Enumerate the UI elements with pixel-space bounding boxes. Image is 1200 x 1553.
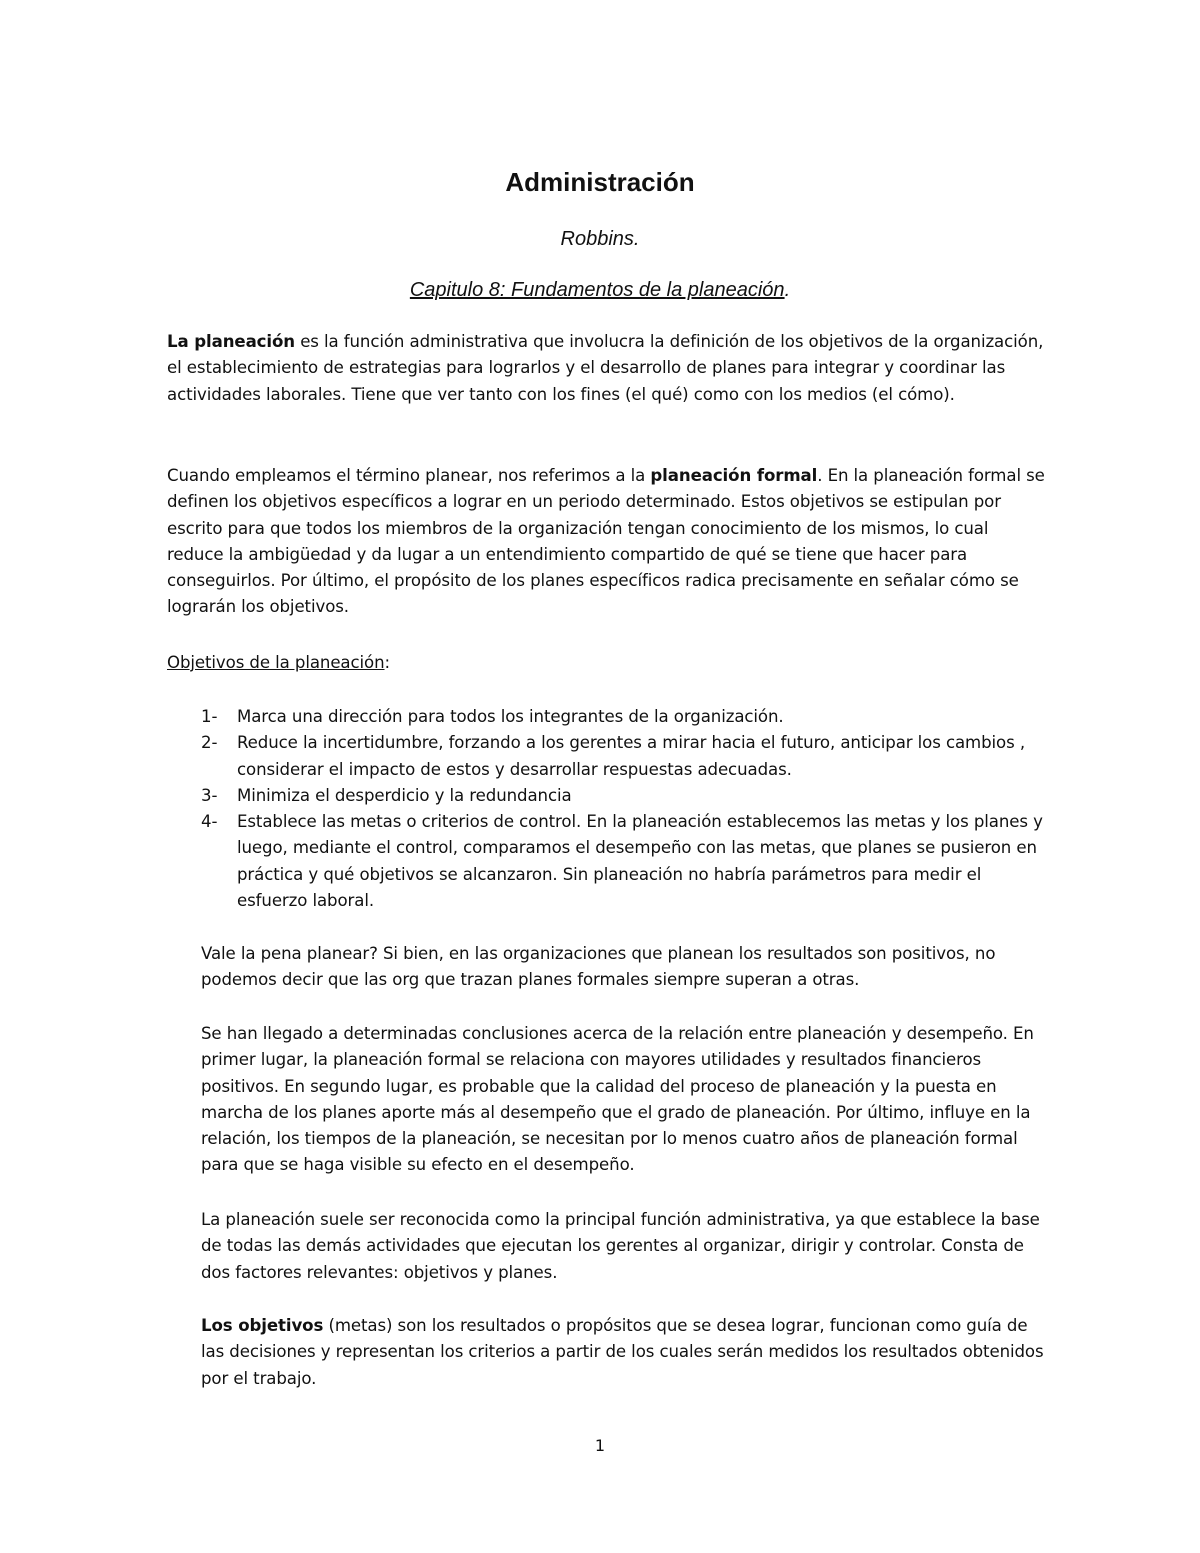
paragraph-text: . En la planeación formal se definen los objetivos específicos a lograr en un periodo determinado. Estos objetivos se estipulan por escrito para que todos los miembros de la organización tengan conocimiento de los mismos, lo cual reduce la ambigüedad y da lugar a un entendimiento compartido de qué se tiene que hacer para conseguirlos. Por último, el propósito de los planes específicos radica precisamente en señalar cómo se lograrán los objetivos. — [167, 466, 1045, 617]
paragraph-funcion-principal: La planeación suele ser reconocida como la principal función administrativa, ya que establece la base de todas las demás actividades que ejecutan los gerentes al organizar, dirigir y controlar. Consta de dos factores relevantes: objetivos y planes. — [201, 1210, 1040, 1282]
paragraph-vale-la-pena: Vale la pena planear? Si bien, en las organizaciones que planean los resultados son positivos, no podemos decir que las org que trazan planes formales siempre superan a otras. — [201, 944, 996, 990]
list-item-text: Minimiza el desperdicio y la redundancia — [237, 785, 572, 805]
chapter-heading-text: Capitulo 8: Fundamentos de la planeación — [409, 279, 785, 301]
paragraph-text: es la función administrativa que involucra la definición de los objetivos de la organización, el establecimiento de estrategias para lograrlos y el desarrollo de planes para integrar y coordinar las actividades laborales. Tiene que ver tanto con los fines (el qué) como con los medios (el cómo). — [167, 332, 1044, 404]
paragraph-planeacion-formal — [167, 463, 1047, 621]
author-line: Robbins. — [560, 228, 640, 250]
term-planeacion-formal: planeación formal — [650, 466, 818, 485]
paragraph-text: Cuando empleamos el término planear, nos referimos a la — [167, 466, 651, 485]
objectives-heading-text: Objetivos de la planeación — [167, 653, 385, 672]
list-item — [201, 783, 1047, 809]
page-number: 1 — [594, 1436, 606, 1455]
term-planeacion: La planeación — [167, 332, 296, 351]
objectives-heading-colon: : — [384, 653, 391, 672]
list-item-number: 1- — [201, 707, 218, 726]
list-item — [201, 809, 1047, 914]
objectives-heading — [167, 650, 1047, 676]
list-item — [201, 730, 1047, 783]
term-los-objetivos: Los objetivos — [201, 1316, 324, 1335]
paragraph-text: (metas) son los resultados o propósitos que se desea lograr, funcionan como guía de las decisiones y representan los criterios a partir de los cuales serán medidos los resultados obtenidos por el trabajo. — [201, 1316, 1044, 1388]
paragraph-planeacion-definition — [167, 329, 1047, 408]
chapter-heading-dot: . — [784, 279, 791, 301]
chapter-heading — [0, 275, 1200, 305]
list-item-number: 3- — [201, 785, 218, 805]
list-item — [201, 704, 1047, 730]
objectives-list — [201, 704, 1047, 914]
paragraph-conclusiones: Se han llegado a determinadas conclusiones acerca de la relación entre planeación y desempeño. En primer lugar, la planeación formal se relaciona con mayores utilidades y resultados financieros positivos. En segundo lugar, es probable que la calidad del proceso de planeación y la puesta en marcha de los planes aporte más al desempeño que el grado de planeación. Por último, influye en la relación, los tiempos de la planeación, se necesitan por lo menos cuatro años de planeación formal para que se haga visible su efecto en el desempeño. — [201, 1024, 1034, 1175]
list-item-text: Marca una dirección para todos los integrantes de la organización. — [237, 707, 784, 726]
document-title: Administración — [505, 167, 695, 197]
paragraph-los-objetivos — [201, 1313, 1047, 1392]
list-item-text: Reduce la incertidumbre, forzando a los gerentes a mirar hacia el futuro, anticipar los cambios , considerar el impacto de estos y desarrollar respuestas adecuadas. — [237, 733, 1025, 779]
list-item-number: 2- — [201, 733, 218, 753]
list-item-text: Establece las metas o criterios de control. En la planeación establecemos las metas y los planes y luego, mediante el control, comparamos el desempeño con las metas, que planes se pusieron en práctica y qué objetivos se alcanzaron. Sin planeación no habría parámetros para medir el esfuerzo laboral. — [237, 812, 1043, 911]
list-item-number: 4- — [201, 812, 218, 832]
